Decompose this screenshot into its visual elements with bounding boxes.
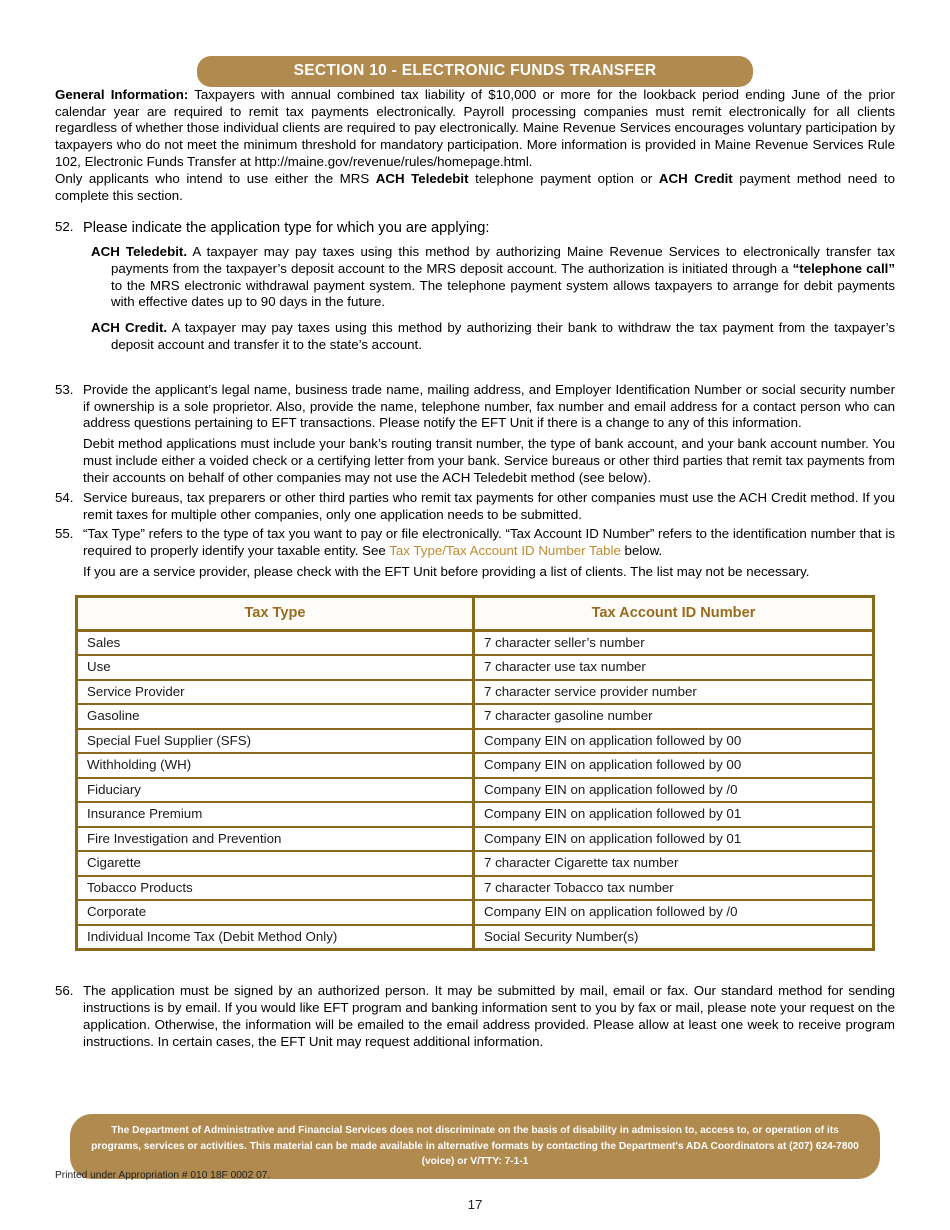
question-55-paragraph-2: If you are a service provider, please check with the EFT Unit before providing a list of clients. The list may not be necessary. — [83, 563, 810, 579]
tax-account-id-cell: Company EIN on application followed by 01 — [475, 803, 872, 827]
tax-type-table — [75, 595, 875, 951]
table-row — [78, 705, 872, 729]
tax-account-id-cell: 7 character service provider number — [475, 681, 872, 705]
table-row — [78, 754, 872, 778]
tax-account-id-cell: 7 character Cigarette tax number — [475, 852, 872, 876]
tax-type-cell: Tobacco Products — [78, 877, 475, 901]
intro-paragraph — [55, 171, 895, 205]
tax-account-id-cell: 7 character gasoline number — [475, 705, 872, 729]
question-53-number: 53. — [55, 381, 74, 397]
intro-part-3: payment method need to complete this section. — [55, 170, 895, 203]
tax-table-head — [78, 598, 872, 632]
tax-table-container — [0, 595, 950, 951]
ach-teledebit-text-b: to the MRS electronic withdrawal payment system. The telephone payment system allows taxpayers to arrange for debit payments with effective dates up to 90 days in the future. — [111, 277, 895, 310]
document-content — [0, 87, 950, 581]
general-information-text: Taxpayers with annual combined tax liability of $10,000 or more for the lookback period ending June of the prior calendar year are required to remit tax payments electronically. Payroll processing companies must remit electronically for all clients regardless of whether those individual clients are required to pay electronically. Maine Revenue Services encourages voluntary participation by taxpayers who do not meet the minimum threshold for mandatory participation. More information is provided in Maine Revenue Services Rule 102, Electronic Funds Transfer at http://maine.gov/revenue/rules/homepage.html. — [55, 86, 895, 170]
ach-credit-label: ACH Credit. — [91, 320, 168, 336]
question-52-prompt: Please indicate the application type for which you are applying: — [83, 219, 490, 236]
tax-table-header-account-id: Tax Account ID Number — [475, 598, 872, 632]
question-55-number: 55. — [55, 526, 74, 542]
tax-account-id-cell: Company EIN on application followed by 00 — [475, 730, 872, 754]
tax-account-id-cell: Company EIN on application followed by /0 — [475, 779, 872, 803]
table-row — [78, 779, 872, 803]
question-56 — [55, 983, 895, 1050]
tax-account-id-cell: Company EIN on application followed by 00 — [475, 754, 872, 778]
tax-account-id-cell: 7 character use tax number — [475, 656, 872, 680]
table-row — [78, 803, 872, 827]
question-56-container — [0, 983, 950, 1050]
intro-bold-ach-credit: ACH Credit — [658, 170, 733, 186]
table-row — [78, 852, 872, 876]
table-row — [78, 877, 872, 901]
intro-bold-ach-teledebit: ACH Teledebit — [375, 170, 469, 186]
intro-part-1: Only applicants who intend to use either the MRS — [55, 170, 376, 186]
question-55-text — [83, 526, 895, 560]
ach-teledebit-label: ACH Teledebit. — [91, 243, 188, 259]
tax-table-header-tax-type: Tax Type — [78, 598, 475, 632]
tax-type-cell: Fiduciary — [78, 779, 475, 803]
question-52-body — [83, 219, 895, 354]
question-52-number: 52. — [55, 218, 74, 234]
question-56-number: 56. — [55, 983, 74, 999]
question-53-text: Provide the applicant’s legal name, business trade name, mailing address, and Employer Identification Number or social security number if ownership is a sole proprietor. Also, provide the name, telephone number, fax number and email address for a contact person who can address questions pertaining to EFT transactions. Please notify the EFT Unit if there is a change to any of this information. — [83, 381, 895, 431]
question-55-text-before-link: “Tax Type” refers to the type of tax you want to pay or file electronically. “Tax Account ID Number” refers to the identification number that is required to properly identify your taxable entity. See — [83, 526, 895, 559]
tax-account-id-cell: 7 character Tobacco tax number — [475, 877, 872, 901]
tax-type-cell: Service Provider — [78, 681, 475, 705]
table-row — [78, 901, 872, 925]
general-information-paragraph — [55, 87, 895, 171]
table-row — [78, 730, 872, 754]
intro-part-2: telephone payment option or — [468, 170, 659, 186]
tax-account-id-cell: Company EIN on application followed by /0 — [475, 901, 872, 925]
ach-teledebit-text-a: A taxpayer may pay taxes using this method by authorizing Maine Revenue Services to electronically transfer tax payments from the taxpayer’s deposit account to the MRS deposit account. The authorization is initiated through a — [111, 243, 895, 276]
table-row — [78, 828, 872, 852]
tax-type-cell: Gasoline — [78, 705, 475, 729]
table-row — [78, 681, 872, 705]
tax-type-table-link[interactable]: Tax Type/Tax Account ID Number Table — [389, 543, 621, 559]
question-55-body — [83, 526, 895, 580]
tax-type-cell: Individual Income Tax (Debit Method Only) — [78, 926, 475, 948]
tax-type-cell: Fire Investigation and Prevention — [78, 828, 475, 852]
tax-type-cell: Use — [78, 656, 475, 680]
table-row — [78, 632, 872, 656]
page-number: 17 — [467, 1197, 483, 1212]
question-53 — [55, 382, 895, 487]
tax-table-body — [78, 632, 872, 948]
tax-type-cell: Insurance Premium — [78, 803, 475, 827]
question-55-text-after-link: below. — [620, 543, 663, 559]
ach-credit-block — [83, 320, 895, 354]
question-54-number: 54. — [55, 489, 74, 505]
section-banner-container — [0, 0, 950, 87]
question-55 — [55, 526, 895, 580]
tax-type-cell: Withholding (WH) — [78, 754, 475, 778]
question-52 — [55, 219, 895, 354]
table-row — [78, 656, 872, 680]
question-56-text: The application must be signed by an authorized person. It may be submitted by mail, email or fax. Our standard method for sending instructions is by email. If you would like EFT program and banking information sent to you by fax or mail, please note your request on the application. Otherwise, the information will be emailed to the email address provided. Please allow at least one week to receive program instructions. In certain cases, the EFT Unit may request additional information. — [83, 983, 895, 1049]
ach-teledebit-block — [83, 244, 895, 311]
tax-type-cell: Cigarette — [78, 852, 475, 876]
question-54-text: Service bureaus, tax preparers or other third parties who remit tax payments for other companies must use the ACH Credit method. If you remit taxes for multiple other companies, only one application needs to be submitted. — [83, 489, 895, 522]
page-footer — [0, 1170, 950, 1212]
tax-type-cell: Special Fuel Supplier (SFS) — [78, 730, 475, 754]
ach-credit-text: A taxpayer may pay taxes using this method by authorizing their bank to withdraw the tax payment from the taxpayer’s deposit account and transfer it to the state’s account. — [111, 320, 895, 353]
tax-table-header-row — [78, 598, 872, 632]
ach-teledebit-bold-quote: “telephone call” — [792, 260, 895, 276]
printed-appropriation-note: Printed under Appropriation # 010 18F 0002 07. — [55, 1170, 271, 1181]
general-information-label: General Information: — [55, 86, 189, 102]
tax-type-cell: Corporate — [78, 901, 475, 925]
tax-account-id-cell: Social Security Number(s) — [475, 926, 872, 948]
tax-type-cell: Sales — [78, 632, 475, 656]
question-53-paragraph-2: Debit method applications must include your bank’s routing transit number, the type of bank account, and your bank account number. You must include either a voided check or a certifying letter from your bank. Service bureaus or other third parties that remit tax payments from their accounts on behalf of other companies may not use the ACH Teledebit method (see below). — [83, 436, 895, 485]
section-banner-title: SECTION 10 - ELECTRONIC FUNDS TRANSFER — [197, 56, 753, 87]
question-54 — [55, 490, 895, 524]
tax-account-id-cell: 7 character seller’s number — [475, 632, 872, 656]
question-53-body — [83, 382, 895, 487]
table-row — [78, 926, 872, 948]
tax-account-id-cell: Company EIN on application followed by 01 — [475, 828, 872, 852]
ada-disclaimer-text: The Department of Administrative and Financial Services does not discriminate on the basis of disability in admission to, access to, or operation of its programs, services or activities. This material can be made available in alternative formats by contacting the Department's ADA Coordinators at (207) 624-7800 (voice) or V/TTY: 7-1-1 — [70, 1114, 880, 1179]
